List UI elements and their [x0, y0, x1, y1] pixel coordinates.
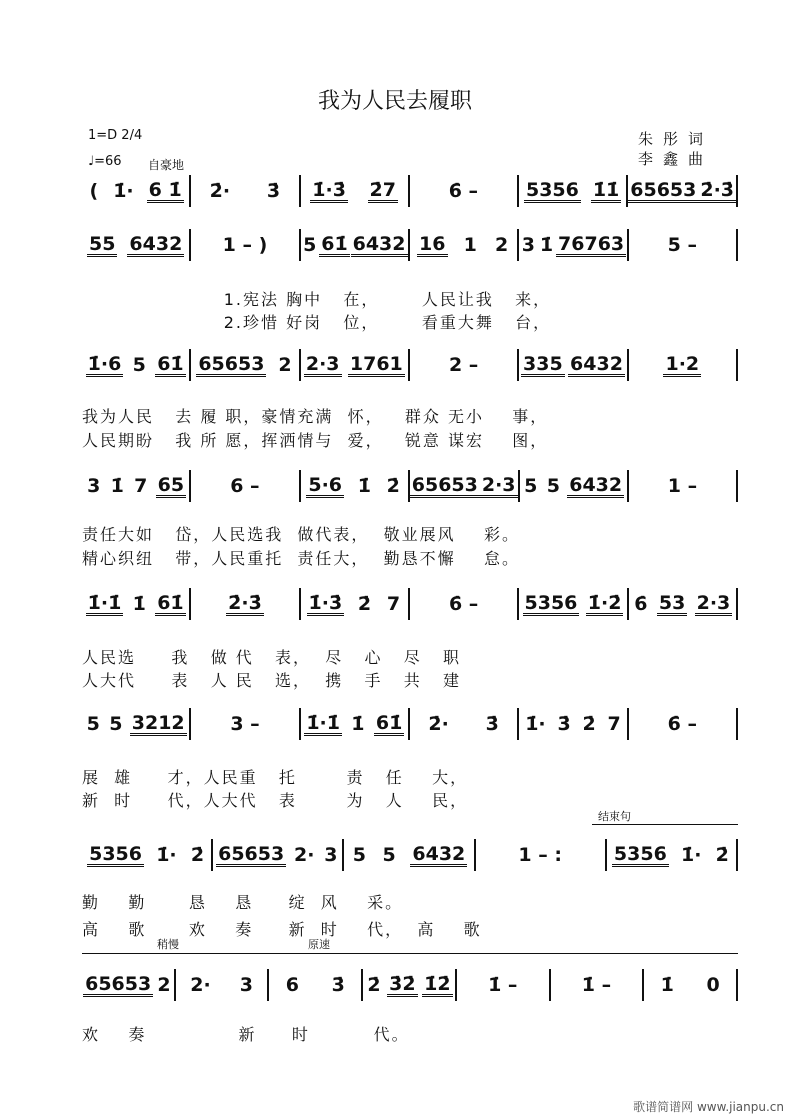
note-group: 335 — [523, 352, 563, 375]
music-row — [82, 228, 738, 262]
note-group: 65653 — [411, 473, 478, 496]
note-group: 3̇ — [485, 713, 499, 735]
measure — [301, 470, 410, 502]
note-group: 7 — [607, 713, 621, 735]
lyricist-credit: 朱彤词 — [638, 130, 714, 148]
note-group: 1̇·3̇ — [308, 591, 343, 614]
measure — [191, 708, 300, 740]
note-group: 2̇ — [357, 593, 372, 615]
note-group: 16 — [419, 232, 446, 255]
note-group: 2 – — [448, 354, 479, 376]
note-group: 55 — [88, 232, 116, 255]
measure — [628, 175, 738, 207]
measure — [551, 969, 645, 1001]
measure — [629, 349, 738, 381]
lyric-line: 我为人民 去 履 职，豪情充满 怀， 群众 无小 事， — [82, 407, 549, 426]
note-group: 5 — [352, 844, 366, 866]
music-row — [82, 707, 738, 741]
ending-label: 结束句 — [598, 810, 631, 823]
measure — [629, 470, 738, 502]
measure — [519, 229, 628, 261]
note-group: 1̇ — [357, 475, 371, 497]
note-group: 3 — [239, 974, 253, 996]
measure — [629, 229, 738, 261]
measure — [410, 470, 520, 502]
note-group: 2̇7 — [369, 178, 396, 201]
measure — [457, 969, 551, 1001]
measure — [191, 470, 300, 502]
lyric-line: 新 时 代，人大代 表 为 人 民， — [82, 791, 469, 810]
note-group: 2̇ — [190, 844, 205, 866]
note-group: 2· — [190, 974, 211, 996]
lyric-line: 欢 奏 新 时 代。 — [82, 1025, 410, 1044]
lyric-line: 高 歌 欢 奏 新 时 代， 高 歌 — [82, 920, 482, 939]
measure — [82, 349, 191, 381]
note-group: 2̇ — [582, 713, 596, 735]
note-group: 1̇ — [660, 974, 674, 996]
note-group: 1̇1̇ — [592, 178, 620, 201]
note-group: 1̇·1̇ — [306, 711, 340, 734]
measure — [410, 708, 519, 740]
note-group: 1̇· — [113, 180, 134, 202]
note-group: 2̇·3̇ — [228, 591, 262, 614]
note-group: 5 — [382, 844, 396, 866]
note-group: 6432 — [569, 473, 623, 496]
measure — [410, 175, 519, 207]
measure — [82, 588, 191, 620]
note-group: 6̇ – — [667, 713, 697, 735]
note-group: 65653 — [198, 352, 265, 375]
note-group: 1 – — [667, 475, 698, 497]
key-signature: 1=D 2/4 — [88, 128, 143, 143]
note-group: 53 — [658, 591, 686, 614]
note-group: 1̇·1̇ — [87, 591, 122, 614]
composer-credit: 李鑫曲 — [638, 150, 714, 168]
note-group: 5 — [86, 713, 100, 735]
measure — [476, 839, 607, 871]
note-group: 2 — [278, 354, 292, 376]
note-group: 61̇ — [157, 591, 184, 614]
note-group: 1761 — [349, 352, 403, 375]
measure — [82, 708, 191, 740]
measure — [363, 969, 457, 1001]
note-group: 5356 — [525, 178, 579, 201]
note-group: 2̇ — [386, 475, 400, 497]
note-group: 1̇· — [525, 713, 546, 735]
note-group: 1·2 — [665, 352, 700, 375]
note-group: 6432 — [129, 232, 183, 255]
note-group: 61̇ — [375, 711, 403, 734]
note-group: 6432 — [412, 842, 466, 865]
lyric-line: 勤 勤 恳 恳 绽 风 采。 — [82, 893, 404, 912]
note-group: 5 — [303, 234, 317, 256]
original-tempo-mark: 原速 — [308, 938, 330, 951]
note-group: 1 – : — [518, 844, 562, 866]
note-group: 3̇ — [266, 180, 281, 202]
music-row — [82, 968, 738, 1002]
note-group: 7 — [134, 475, 148, 497]
note-group: 3 — [521, 234, 535, 256]
note-group: 6̇ – — [448, 180, 479, 202]
measure — [176, 969, 270, 1001]
note-group: 2 — [494, 234, 509, 256]
note-group: 2 — [157, 974, 171, 996]
measure — [191, 229, 300, 261]
note-group: 2· — [294, 844, 315, 866]
measure — [629, 708, 738, 740]
note-group: 2̇· — [209, 180, 231, 202]
note-group: 1̇·6 — [87, 352, 122, 375]
note-group: 1̇· — [681, 844, 702, 866]
note-group: ( — [89, 180, 99, 202]
measure — [520, 470, 629, 502]
note-group: 5 — [132, 354, 146, 376]
measure — [519, 588, 628, 620]
measure — [519, 708, 628, 740]
lyric-line: 展 雄 才，人民重 托 责 任 大， — [82, 768, 469, 787]
note-group: 2·3 — [696, 591, 731, 614]
note-group: 6̇ — [634, 593, 648, 615]
note-group: 2̇ — [715, 844, 729, 866]
note-group: 2̇· — [428, 713, 449, 735]
measure — [82, 470, 191, 502]
note-group: 1̇·2̇ — [587, 591, 622, 614]
measure — [301, 175, 410, 207]
note-group: 5356 — [89, 842, 142, 865]
measure — [410, 349, 519, 381]
ending-bracket — [592, 824, 738, 825]
music-row — [82, 348, 738, 382]
note-group: 6432 — [352, 232, 406, 255]
note-group: 1 — [463, 234, 477, 256]
note-group: 2̇·3̇ — [700, 178, 735, 201]
measure — [301, 588, 410, 620]
measure — [301, 708, 410, 740]
lyric-line: 2.珍惜 好岗 位， 看重大舞 台， — [82, 313, 552, 332]
music-row — [82, 469, 738, 503]
measure — [344, 839, 475, 871]
note-group: 1̇ – — [581, 974, 612, 996]
measure — [191, 349, 300, 381]
measure — [301, 229, 410, 261]
note-group: 5356 — [524, 591, 578, 614]
note-group: 1̇2̇ — [424, 972, 451, 995]
note-group: 1̇ — [539, 234, 554, 256]
measure — [644, 969, 738, 1001]
note-group: 65653 — [218, 842, 285, 865]
note-group: 3 — [87, 475, 101, 497]
note-group: 1̇ — [132, 593, 146, 615]
lyric-line: 责任大如 岱，人民选我 做代表， 敬业展风 彩。 — [82, 525, 520, 544]
note-group: 61̇ — [157, 352, 184, 375]
slower-mark: 稍慢 — [157, 938, 179, 951]
music-row — [82, 838, 738, 872]
note-group: 6432 — [570, 352, 623, 375]
measure — [301, 349, 410, 381]
measure — [629, 588, 738, 620]
note-group: 3̇2̇ — [389, 972, 416, 995]
measure — [213, 839, 344, 871]
note-group: 5356 — [613, 842, 667, 865]
note-group: 65 — [157, 473, 185, 496]
note-group: 6 1̇ — [148, 178, 182, 201]
note-group: 2̇ — [367, 974, 381, 996]
lyric-line: 人民期盼 我 所 愿，挥洒情与 爱， 锐意 谋宏 图， — [82, 431, 549, 450]
note-group: 5 — [524, 475, 538, 497]
measure — [519, 349, 628, 381]
note-group: 6 — [285, 974, 299, 996]
lyric-line: 人大代 表 人 民 选， 携 手 共 建 — [82, 671, 461, 690]
watermark: 歌谱简谱网 www.jianpu.cn — [633, 1100, 784, 1114]
expression-mark: 自豪地 — [148, 158, 185, 172]
note-group: 1̇·3̇ — [312, 178, 346, 201]
music-row — [82, 174, 738, 208]
measure — [410, 229, 519, 261]
note-group: 1 – ) — [222, 234, 268, 256]
note-group: 65653 — [85, 972, 152, 995]
measure — [410, 588, 519, 620]
measure — [269, 969, 363, 1001]
song-title: 我为人民去履职 — [317, 89, 472, 114]
note-group: 2·3 — [305, 352, 340, 375]
lyric-line: 1.宪法 胸中 在， 人民让我 来， — [82, 290, 552, 309]
lyric-line: 精心织纽 带，人民重托 责任大， 勤恳不懈 怠。 — [82, 549, 520, 568]
measure — [82, 229, 191, 261]
measure — [519, 175, 628, 207]
measure — [82, 839, 213, 871]
measure — [191, 588, 300, 620]
note-group: 3̇ — [331, 974, 345, 996]
lyric-line: 人民选 我 做 代 表， 尽 心 尽 职 — [82, 648, 461, 667]
note-group: 76763 — [558, 232, 625, 255]
music-row — [82, 587, 738, 621]
note-group: 3212 — [131, 711, 185, 734]
note-group: 1̇· — [156, 844, 177, 866]
note-group: 0 — [706, 974, 720, 996]
note-group: 5 — [109, 713, 123, 735]
note-group: 1̇ — [110, 475, 124, 497]
note-group: 3 – — [230, 713, 260, 735]
note-group: 6̇ – — [448, 593, 479, 615]
note-group: 1̇ – — [488, 974, 518, 996]
note-group: 61̇ — [321, 232, 348, 255]
note-group: 3 — [324, 844, 338, 866]
note-group: 1̇ — [351, 713, 365, 735]
measure — [607, 839, 738, 871]
note-group: 65653 — [630, 178, 697, 201]
note-group: 5·6 — [308, 473, 343, 496]
note-group: 2·3 — [481, 473, 516, 496]
note-group: 6 – — [230, 475, 260, 497]
tempo-line — [82, 953, 738, 954]
note-group: 3̇ — [557, 713, 571, 735]
note-group: 7 — [386, 593, 401, 615]
measure — [82, 175, 191, 207]
measure — [82, 969, 176, 1001]
note-group: 5 – — [667, 234, 697, 256]
tempo-mark: ♩=66 — [88, 154, 122, 169]
note-group: 5 — [546, 475, 560, 497]
measure — [191, 175, 300, 207]
